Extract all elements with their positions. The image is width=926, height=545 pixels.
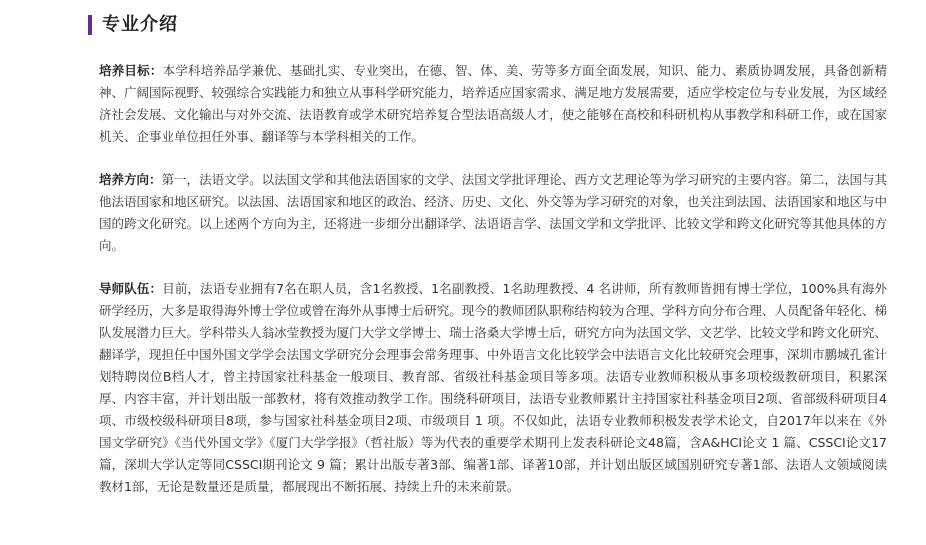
paragraph-label: 导师队伍： [99, 281, 163, 296]
paragraph-text: 目前，法语专业拥有7名在职人员，含1名教授、1名副教授、1名助理教授、4 名讲师，所有教师皆拥有博士学位，100%具有海外研学经历，大多是取得海外博士学位或曾在海外从事博士后研究。现今的教师团队职称结构较为合理、学科方向分布合理、人员配备年轻化、梯队发展潜力巨大。学科带头人翁冰莹教授为厦门大学文学博士、瑞士洛桑大学博士后，研究方向为法国文学、文艺学、比较文学和跨文化研究、翻译学，现担任中国外国文学学会法国文学研究分会理事会常务理事、中外语言文化比较学会中法语言文化比较研究会理事，深圳市鹏城孔雀计划特聘岗位B档人才，曾主持国家社科基金一般项目、教育部、省级社科基金项目等多项。法语专业教师积极从事多项校级教研项目，积累深厚、内容丰富，并计划出版一部教材，将有效推动教学工作。围绕科研项目，法语专业教师累计主持国家社科基金项目2项、省部级科研项目4项、市级校级科研项目8项，参与国家社科基金项目2项、市级项目 1 项。不仅如此，法语专业教师积极发表学术论文，自2017年以来在《外国文学研究》《当代外国文学》《厦门大学学报》（哲社版）等为代表的重要学术期刊上发表科研论文48篇，含A&HCI论文 1 篇、CSSCI论文17篇，深圳大学认定等同CSSCI期刊论文 9 篇；累计出版专著3部、编著1部、译著10部，并计划出版区域国别研究专著1部、法语人文领域阅读教材1部，无论是数量还是质量，都展现出不断拓展、持续上升的未来前景。 [99, 281, 887, 494]
paragraph-faculty-team [99, 278, 887, 498]
paragraph-text: 本学科培养品学兼优、基础扎实、专业突出，在德、智、体、美、劳等多方面全面发展，知识、能力、素质协调发展，具备创新精神、广阔国际视野、较强综合实践能力和独立从事科学研究能力，培养适应国家需求、满足地方发展需要，适应学校定位与专业发展，为区域经济社会发展、文化输出与对外交流、法语教育或学术研究培养复合型法语高级人才，使之能够在高校和科研机构从事教学和科研工作，或在国家机关、企事业单位担任外事、翻译等与本学科相关的工作。 [99, 63, 887, 144]
heading-accent-bar [88, 15, 92, 35]
paragraph-text: 第一，法语文学。以法国文学和其他法语国家的文学、法国文学批评理论、西方文艺理论等为学习研究的主要内容。第二，法国与其他法语国家和地区研究。以法国、法语国家和地区的政治、经济、历史、文化、外交等为学习研究的对象，也关注到法国、法语国家和地区与中国的跨文化研究。以上述两个方向为主，还将进一步细分出翻译学、法语语言学、法国文学和文学批评、比较文学和跨文化研究等其他具体的方向。 [99, 172, 887, 253]
section-content [99, 60, 887, 519]
paragraph-training-goal [99, 60, 887, 148]
paragraph-training-direction [99, 169, 887, 257]
section-heading [88, 13, 178, 37]
section-title: 专业介绍 [102, 14, 178, 35]
paragraph-label: 培养目标： [99, 63, 163, 78]
paragraph-label: 培养方向： [99, 172, 162, 187]
